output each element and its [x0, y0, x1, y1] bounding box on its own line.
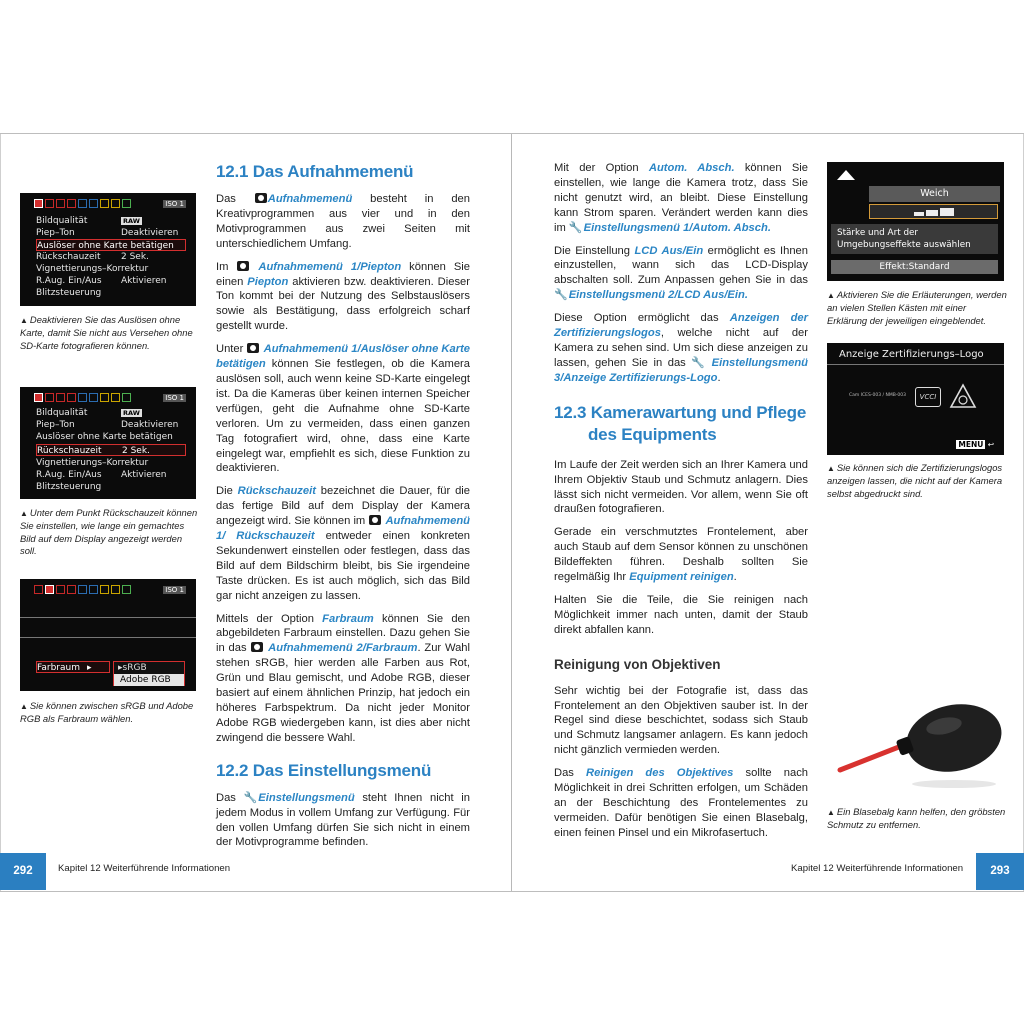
book-gutter	[511, 134, 512, 891]
caption-screen-1: ▲ Deaktivieren Sie das Auslösen ohne Karte, damit Sie nicht aus Versehen ohne SD-Karte fotografieren können.	[20, 314, 193, 351]
menu-row: R.Aug. Ein/Aus Aktivieren	[36, 470, 167, 480]
paragraph: Das 🔧Einstellungsmenü steht Ihnen nicht in jedem Modus in vollem Umfang zur Verfügung. Für den vollen Umfang dürfen Sie sich nicht in einem der Motivprogramme befinden.	[216, 791, 470, 849]
paragraph: Mit der Option Autom. Absch. können Sie einstellen, wie lange die Kamera trotz, dass Sie nicht genutzt wird, an bleibt. Diese Einstellung kann Strom sparen. Verändert werden kann dies im 🔧Einstellungsmenü 1/Autom. Absch.	[554, 162, 808, 234]
camera-menu-screen-2	[20, 387, 196, 499]
farbraum-options: ▸sRGB Adobe RGB	[113, 661, 185, 686]
paragraph: Die Einstellung LCD Aus/Ein ermöglicht es Ihnen einzustellen, wann sich das LCD-Display abschalten soll. Zum Anpassen gehen Sie in das 🔧Einstellungsmenü 2/LCD Aus/Ein.	[554, 244, 808, 302]
camera-icon	[247, 343, 259, 353]
iso-badge: ISO 1	[165, 394, 184, 402]
menu-row: Vignettierungs–Korrektur	[36, 458, 149, 468]
menu-row: Blitzsteuerung	[36, 288, 102, 298]
right-text-column	[554, 161, 808, 849]
menu-tab-bar	[34, 393, 131, 404]
footer-right: Kapitel 12 Weiterführende Informationen	[791, 863, 964, 874]
menu-row: Piep–Ton Deaktivieren	[36, 228, 179, 238]
camera-menu-screen-1	[20, 193, 196, 306]
menu-row: Bildqualität RAW	[36, 408, 140, 418]
caption-photo: ▲ Ein Blasebalg kann helfen, den gröbsten Schmutz zu entfernen.	[827, 806, 1006, 831]
landscape-icon	[837, 170, 855, 180]
paragraph: Sehr wichtig bei der Fotografie ist, dass das Frontelement an den Objektiven sauber ist. In der Regel sind diese beschichtet, sodass sich Staub und Schmutz langsamer anlagern. Es kann jedoch nicht gänzlich vermieden werden.	[554, 684, 808, 757]
iso-badge: ISO 1	[165, 200, 184, 208]
caption-screen-4: ▲ Aktivieren Sie die Erläuterungen, werden an vielen Stellen Kästen mit einer Erklärung der jeweiligen eingeblendet.	[827, 289, 1007, 326]
page-number-left: 292	[0, 853, 46, 890]
footer-left: Kapitel 12 Weiterführende Informationen	[58, 863, 231, 874]
menu-row: Rückschauzeit 2 Sek.	[36, 252, 149, 262]
paragraph: Im Aufnahmemenü 1/Piepton können Sie einen Piepton aktivieren bzw. deaktivieren. Dieser Ton kommt bei der Nutzung des Selbstauslösers sowie als Bestätigung, dass erfolgreich scharf gestellt wurde.	[216, 260, 471, 333]
effect-standard-button: Effekt:Standard	[831, 260, 998, 274]
caption-screen-5: ▲ Sie können sich die Zertifizierungslogos anzeigen lassen, die nicht auf der Kamera selbst abgedruckt sind.	[827, 462, 1003, 499]
menu-row-selected: Rückschauzeit 2 Sek.	[36, 444, 186, 456]
caption-screen-3: ▲ Sie können zwischen sRGB und Adobe RGB als Farbraum wählen.	[20, 700, 194, 725]
menu-tab-bar	[34, 199, 131, 210]
paragraph: Die Rückschauzeit bezeichnet die Dauer, für die das fertige Bild auf dem Display der Kamera angezeigt wird. Sie können im Aufnahmemenü 1/ Rückschauzeit entweder einen konkreten Sekundenwert einstellen oder festlegen, dass das Bild auf dem Bildschirm bleibt, bis Sie irgendeine Taste drücken. Es ist auch möglich, sich das Bild gar nicht anzeigen zu lassen.	[216, 485, 471, 602]
wrench-icon: 🔧	[691, 356, 706, 369]
caption-screen-2: ▲ Unter dem Punkt Rückschauzeit können Sie einstellen, wie lange ein gemachtes Bild auf dem Display angezeigt werden soll.	[20, 507, 198, 557]
blower-photo	[826, 690, 1006, 800]
camera-icon	[255, 193, 267, 203]
camera-icon	[369, 515, 381, 525]
camera-effect-screen	[827, 162, 1004, 281]
logo-screen-title: Anzeige Zertifizierungs–Logo	[839, 349, 984, 360]
menu-row: Auslöser ohne Karte betätigen	[36, 432, 173, 442]
menu-row: Piep–Ton Deaktivieren	[36, 420, 179, 430]
camera-menu-screen-3	[20, 579, 196, 691]
paragraph: Das Aufnahmemenü besteht in den Kreativprogrammen aus vier und in den Motivprogrammen aus zwei Seiten mit unterschiedlichem Umfang.	[216, 193, 470, 250]
iso-badge: ISO 1	[165, 586, 184, 594]
page-number-right: 293	[976, 853, 1024, 890]
wrench-icon: 🔧	[243, 791, 258, 804]
wrench-icon: 🔧	[554, 289, 568, 302]
section-heading-12-2: 12.2 Das Einstellungsmenü	[216, 760, 432, 780]
wrench-icon: 🔧	[568, 221, 583, 234]
camera-icon	[251, 642, 263, 652]
paragraph: Unter Aufnahmemenü 1/Auslöser ohne Karte betätigen können Sie festlegen, ob die Kamera auslösen soll, auch wenn keine SD-Karte eingelegt ist. Da die Kameras über keinen internen Speicher verfügen, geht die Aufnahme ohne SD-Karte verloren. Um zu vermeiden, dass einen ganzen Tag fotografiert wird, ohne, dass eine Karte eingelegt war, empfiehlt es sich, diese Funktion zu deaktivieren.	[216, 343, 471, 475]
certification-triangle-icon	[949, 383, 977, 409]
effect-option: Weich	[869, 186, 1000, 202]
section-heading-12-3: 12.3 Kamerawartung und Pflege des Equipments	[554, 402, 807, 444]
section-heading-12-1: 12.1 Das Aufnahmemenü	[216, 162, 414, 181]
effect-slider	[869, 204, 998, 219]
menu-row: R.Aug. Ein/Aus Aktivieren	[36, 276, 167, 286]
menu-row: Vignettierungs–Korrektur	[36, 264, 149, 274]
paragraph: Mittels der Option Farbraum können Sie den abgebildeten Farbraum einstellen. Dazu gehen Sie in das Aufnahmemenü 2/Farbraum. Zur Wahl stehen sRGB, hier werden alle Farben aus Rot, Grün und Blau gemischt, und Adobe RGB, dieser basiert auf einem ähnlichen Prinzip, hat jedoch ein höheres Farbspektrum. Da nicht jeder Monitor Adobe RGB wiedergeben kann, ist dies aber nicht zwingend die bessere Wahl.	[216, 612, 471, 744]
menu-back-button: MENU ↩	[958, 440, 994, 449]
menu-row-selected: Auslöser ohne Karte betätigen	[36, 239, 186, 251]
paragraph: Gerade ein verschmutztes Frontelement, aber auch Staub auf dem Sensor können zu unschönen Bildeffekten führen. Deshalb sollten Sie regelmäßig Ihr Equipment reinigen.	[554, 526, 808, 584]
effect-description: Stärke und Art der Umgebungseffekte auswählen	[831, 224, 998, 254]
left-text-column	[216, 161, 470, 858]
menu-row: Bildqualität RAW	[36, 216, 140, 226]
menu-row: Blitzsteuerung	[36, 482, 102, 492]
paragraph: Halten Sie die Teile, die Sie reinigen nach Möglichkeit immer nach unten, damit der Staub direkt abfallen kann.	[554, 593, 808, 636]
paragraph: Das Reinigen des Objektives sollte nach Möglichkeit in drei Schritten erfolgen, um Schäden an der Beschichtung des Frontelementes zu vermeiden. Dafür benötigen Sie einen Blasebalg, einen feinen Pinsel und ein Mikrofasertuch.	[554, 767, 809, 839]
vcci-logo: VCCI	[915, 387, 941, 407]
model-text: Cam ICES-003 / NMB-003	[849, 393, 907, 398]
paragraph: Im Laufe der Zeit werden sich an Ihrer Kamera und Ihrem Objektiv Staub und Schmutz anlagern. Dies lässt sich nicht vermeiden. Vor allem, wenn Sie oft draußen fotografieren.	[554, 458, 808, 516]
menu-row-selected: Farbraum ▸	[36, 661, 110, 673]
certification-logo-screen	[827, 343, 1004, 455]
camera-icon	[237, 261, 249, 271]
page-edge-left	[0, 134, 1, 891]
subheading-reinigung: Reinigung von Objektiven	[554, 656, 721, 672]
menu-tab-bar	[34, 585, 131, 596]
paragraph: Diese Option ermöglicht das Anzeigen der Zertifizierungslogos, welche nicht auf der Kamera zu sehen sind. Um sich diese anzeigen zu lassen, gehen Sie in das 🔧 Einstellungsmenü 3/Anzeige Zertifizierungs-Logo.	[554, 312, 809, 384]
